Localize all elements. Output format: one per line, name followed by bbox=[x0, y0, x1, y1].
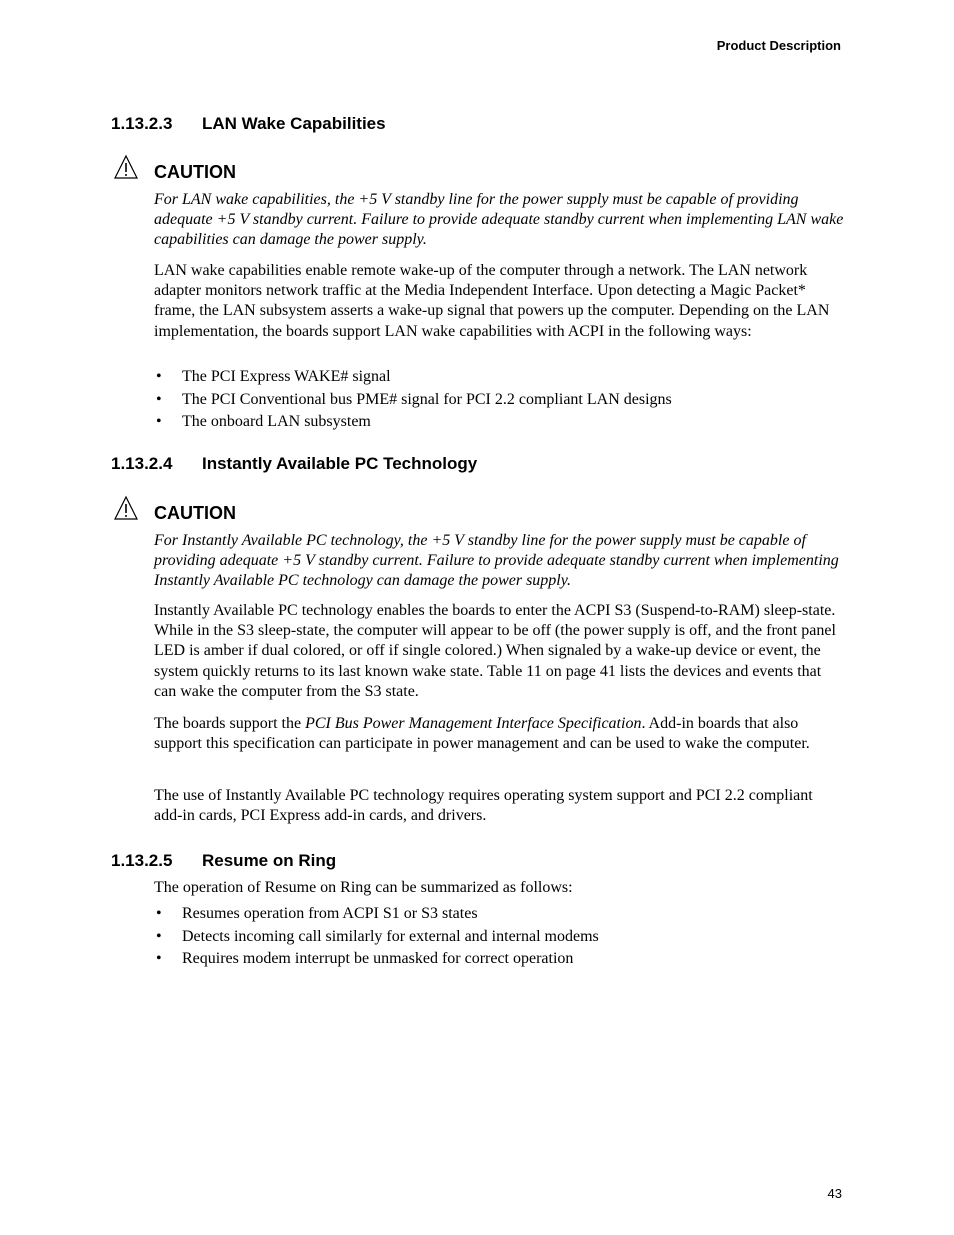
bullet-list bbox=[154, 367, 672, 435]
caution-label: CAUTION bbox=[154, 503, 236, 523]
paragraph: The operation of Resume on Ring can be summarized as follows: bbox=[154, 879, 573, 896]
bullet-dot: • bbox=[156, 413, 162, 430]
list-item: • The PCI Conventional bus PME# signal for PCI 2.2 compliant LAN designs bbox=[156, 390, 672, 408]
bullet-dot: • bbox=[156, 927, 162, 945]
bullet-dot: • bbox=[156, 390, 162, 408]
page-number: 43 bbox=[827, 1186, 842, 1201]
section-heading-resume-on-ring bbox=[111, 851, 336, 871]
list-item: • Detects incoming call similarly for external and internal modems bbox=[156, 927, 599, 945]
bullet-list bbox=[154, 904, 599, 972]
paragraph: The boards support the PCI Bus Power Management Interface Specification. Add-in boards that also support this specification can participate in power management and can be used to wake the computer. bbox=[154, 715, 810, 753]
bullet-dot: • bbox=[156, 368, 162, 385]
spec-title: PCI Bus Power Management Interface Specification bbox=[305, 715, 642, 732]
caution-text: For Instantly Available PC technology, the +5 V standby line for the power supply must be capable of providing adequate +5 V standby current. Failure to provide adequate standby current when implementing Instantly Available PC technology can damage the power supply. bbox=[154, 532, 839, 590]
section-heading-lan-wake bbox=[111, 114, 386, 134]
section-title: LAN Wake Capabilities bbox=[202, 114, 386, 133]
caution-text: For LAN wake capabilities, the +5 V standby line for the power supply must be capable of providing adequate +5 V standby current. Failure to provide adequate standby current when implementing LAN wake capabilities can damage the power supply. bbox=[154, 191, 844, 249]
list-item: • Requires modem interrupt be unmasked for correct operation bbox=[156, 950, 574, 967]
paragraph: LAN wake capabilities enable remote wake-up of the computer through a network. The LAN network adapter monitors network traffic at the Media Independent Interface. Upon detecting a Magic Packet* frame, the LAN subsystem asserts a wake-up signal that powers up the computer. Depending on the LAN implementation, the boards support LAN wake capabilities with ACPI in the following ways: bbox=[154, 262, 830, 340]
caution-label: CAUTION bbox=[154, 162, 236, 182]
warning-triangle-icon bbox=[113, 154, 139, 180]
list-item: • The PCI Express WAKE# signal bbox=[156, 368, 391, 385]
bullet-dot: • bbox=[156, 905, 162, 922]
section-title: Resume on Ring bbox=[202, 851, 337, 870]
paragraph: The use of Instantly Available PC technology requires operating system support and PCI 2.2 compliant add-in cards, PCI Express add-in cards, and drivers. bbox=[154, 787, 813, 825]
section-number: 1.13.2.3 bbox=[111, 114, 173, 133]
section-number: 1.13.2.4 bbox=[111, 454, 173, 473]
section-title: Instantly Available PC Technology bbox=[202, 454, 478, 473]
list-item: • The onboard LAN subsystem bbox=[156, 413, 371, 430]
section-number: 1.13.2.5 bbox=[111, 851, 173, 870]
running-header: Product Description bbox=[716, 38, 841, 53]
section-heading-instantly-available bbox=[111, 454, 477, 474]
warning-triangle-icon bbox=[113, 495, 139, 521]
list-item: • Resumes operation from ACPI S1 or S3 states bbox=[156, 905, 478, 922]
paragraph: Instantly Available PC technology enables the boards to enter the ACPI S3 (Suspend-to-RAM) sleep-state. While in the S3 sleep-state, the computer will appear to be off (the power supply is off, and the front panel LED is amber if dual colored, or off if single colored.) When signaled by a wake-up device or event, the system quickly returns to its last known wake state. Table 11 on page 41 lists the devices and events that can wake the computer from the S3 state. bbox=[154, 602, 836, 700]
bullet-dot: • bbox=[156, 950, 162, 967]
